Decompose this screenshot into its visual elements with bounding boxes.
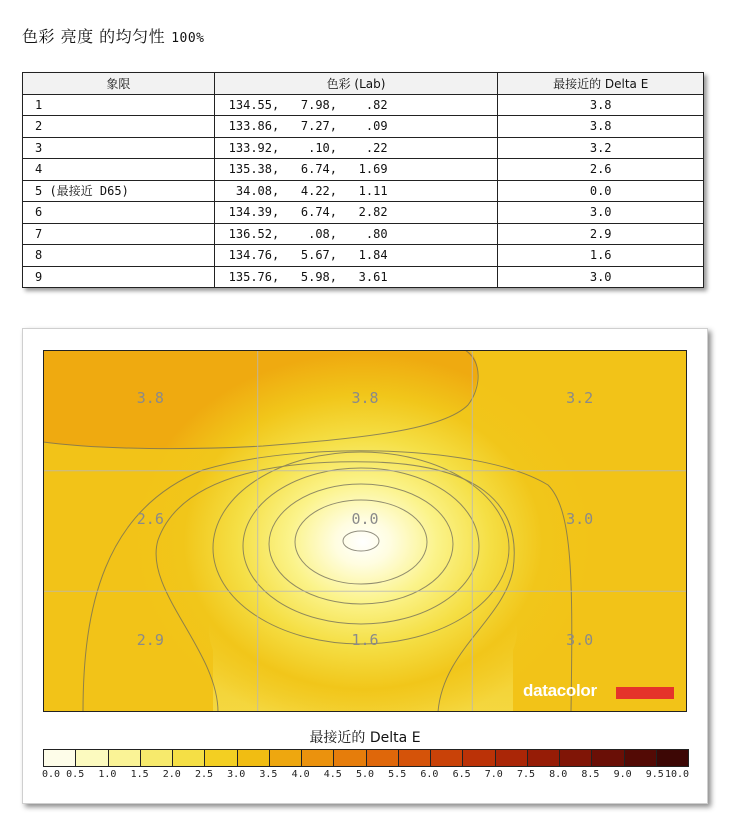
colorbar-tick-label: 6.5 xyxy=(452,769,471,780)
colorbar-swatch xyxy=(334,750,366,766)
table-header-row xyxy=(23,73,704,95)
cell-value-label: 2.9 xyxy=(136,630,164,649)
cell-delta-e: 2.9 xyxy=(498,223,704,245)
colorbar-tick-label: 2.5 xyxy=(194,769,214,780)
colorbar-tick-label: 8.5 xyxy=(581,769,600,780)
cell-value-label: 3.0 xyxy=(566,630,594,649)
colorbar-tick-label: 0.0 xyxy=(41,769,61,780)
table-row xyxy=(23,245,704,267)
cell-lab: 136.52, .08, .80 xyxy=(214,223,498,245)
colorbar-swatch xyxy=(431,750,463,766)
datacolor-logo: datacolor xyxy=(523,681,597,700)
table-row xyxy=(23,137,704,159)
table-row xyxy=(23,180,704,202)
cell-value-label: 3.8 xyxy=(136,389,164,408)
colorbar-tick-label: 5.5 xyxy=(388,769,407,780)
colorbar-tick-label: 5.0 xyxy=(355,769,375,780)
cell-delta-e: 1.6 xyxy=(498,245,704,267)
cell-lab: 134.39, 6.74, 2.82 xyxy=(214,202,498,224)
colorbar-swatch xyxy=(496,750,528,766)
colorbar-swatch xyxy=(76,750,108,766)
colorbar-swatch xyxy=(625,750,657,766)
colorbar-title-text: 最接近的 Delta E xyxy=(309,730,421,746)
table-row xyxy=(23,223,704,245)
colorbar-ticks xyxy=(41,769,690,783)
colorbar-tick-label: 1.5 xyxy=(130,769,149,780)
cell-delta-e: 3.8 xyxy=(498,94,704,116)
colorbar-swatch xyxy=(238,750,270,766)
colorbar-swatch xyxy=(141,750,173,766)
header-lab: 色彩 (Lab) xyxy=(214,73,498,95)
colorbar-tick-label: 0.5 xyxy=(66,769,85,780)
colorbar-tick-label: 8.0 xyxy=(549,769,568,780)
cell-quadrant: 8 xyxy=(23,245,215,267)
page-title-text: 色彩 亮度 的均匀性 xyxy=(22,27,166,46)
table-row xyxy=(23,266,704,288)
colorbar-swatch xyxy=(270,750,302,766)
colorbar-tick-label: 9.0 xyxy=(613,769,632,780)
heatmap-panel xyxy=(22,328,708,804)
cell-lab: 134.55, 7.98, .82 xyxy=(214,94,498,116)
colorbar-swatch xyxy=(173,750,205,766)
colorbar-swatch xyxy=(463,750,495,766)
colorbar-swatch xyxy=(205,750,237,766)
colorbar-swatch xyxy=(367,750,399,766)
cell-quadrant: 5 (最接近 D65) xyxy=(23,180,215,202)
colorbar-swatch xyxy=(399,750,431,766)
colorbar-swatch xyxy=(528,750,560,766)
cell-quadrant: 3 xyxy=(23,137,215,159)
cell-lab: 133.86, 7.27, .09 xyxy=(214,116,498,138)
cell-lab: 134.76, 5.67, 1.84 xyxy=(214,245,498,267)
colorbar-tick-label: 3.0 xyxy=(227,769,246,780)
table-row xyxy=(23,116,704,138)
cell-value-label: 1.6 xyxy=(351,630,379,649)
cell-quadrant: 6 xyxy=(23,202,215,224)
cell-delta-e: 3.0 xyxy=(498,202,704,224)
cell-delta-e: 3.2 xyxy=(498,137,704,159)
table-row xyxy=(23,159,704,181)
cell-value-label: 0.0 xyxy=(351,510,379,528)
colorbar-swatch xyxy=(109,750,141,766)
table-row xyxy=(23,202,704,224)
colorbar-tick-label: 7.5 xyxy=(516,769,536,780)
cell-value-label: 3.2 xyxy=(566,389,594,408)
uniformity-table xyxy=(22,72,704,288)
cell-delta-e: 0.0 xyxy=(498,180,704,202)
page-percent: 100% xyxy=(171,31,205,46)
cell-value-label: 2.6 xyxy=(136,510,164,528)
table-row xyxy=(23,94,704,116)
colorbar-tick-label: 4.0 xyxy=(291,769,310,780)
colorbar-tick-label: 2.0 xyxy=(162,769,181,780)
colorbar xyxy=(43,749,689,767)
cell-lab: 135.38, 6.74, 1.69 xyxy=(214,159,498,181)
header-quadrant: 象限 xyxy=(23,73,215,95)
cell-quadrant: 4 xyxy=(23,159,215,181)
colorbar-title xyxy=(23,727,707,747)
cell-lab: 135.76, 5.98, 3.61 xyxy=(214,266,498,288)
cell-delta-e: 3.8 xyxy=(498,116,704,138)
cell-delta-e: 3.0 xyxy=(498,266,704,288)
cell-value-label: 3.8 xyxy=(351,389,379,408)
colorbar-swatch xyxy=(302,750,334,766)
colorbar-tick-label: 1.0 xyxy=(98,769,117,780)
colorbar-tick-label: 7.0 xyxy=(484,769,503,780)
colorbar-swatch xyxy=(657,750,688,766)
cell-lab: 34.08, 4.22, 1.11 xyxy=(214,180,498,202)
cell-value-label: 3.0 xyxy=(566,510,594,528)
cell-lab: 133.92, .10, .22 xyxy=(214,137,498,159)
colorbar-tick-label: 9.5 xyxy=(645,769,664,780)
colorbar-tick-label: 6.0 xyxy=(420,769,439,780)
cell-quadrant: 7 xyxy=(23,223,215,245)
cell-quadrant: 9 xyxy=(23,266,215,288)
colorbar-swatch xyxy=(560,750,592,766)
header-delta-e: 最接近的 Delta E xyxy=(498,73,704,95)
cell-delta-e: 2.6 xyxy=(498,159,704,181)
datacolor-logo-bar xyxy=(616,687,674,699)
colorbar-tick-label: 3.5 xyxy=(259,769,278,780)
colorbar-swatch xyxy=(44,750,76,766)
page-title xyxy=(22,24,205,47)
colorbar-tick-label: 4.5 xyxy=(323,769,342,780)
colorbar-swatch xyxy=(592,750,624,766)
cell-quadrant: 2 xyxy=(23,116,215,138)
colorbar-tick-label: 10.0 xyxy=(664,769,690,780)
cell-quadrant: 1 xyxy=(23,94,215,116)
